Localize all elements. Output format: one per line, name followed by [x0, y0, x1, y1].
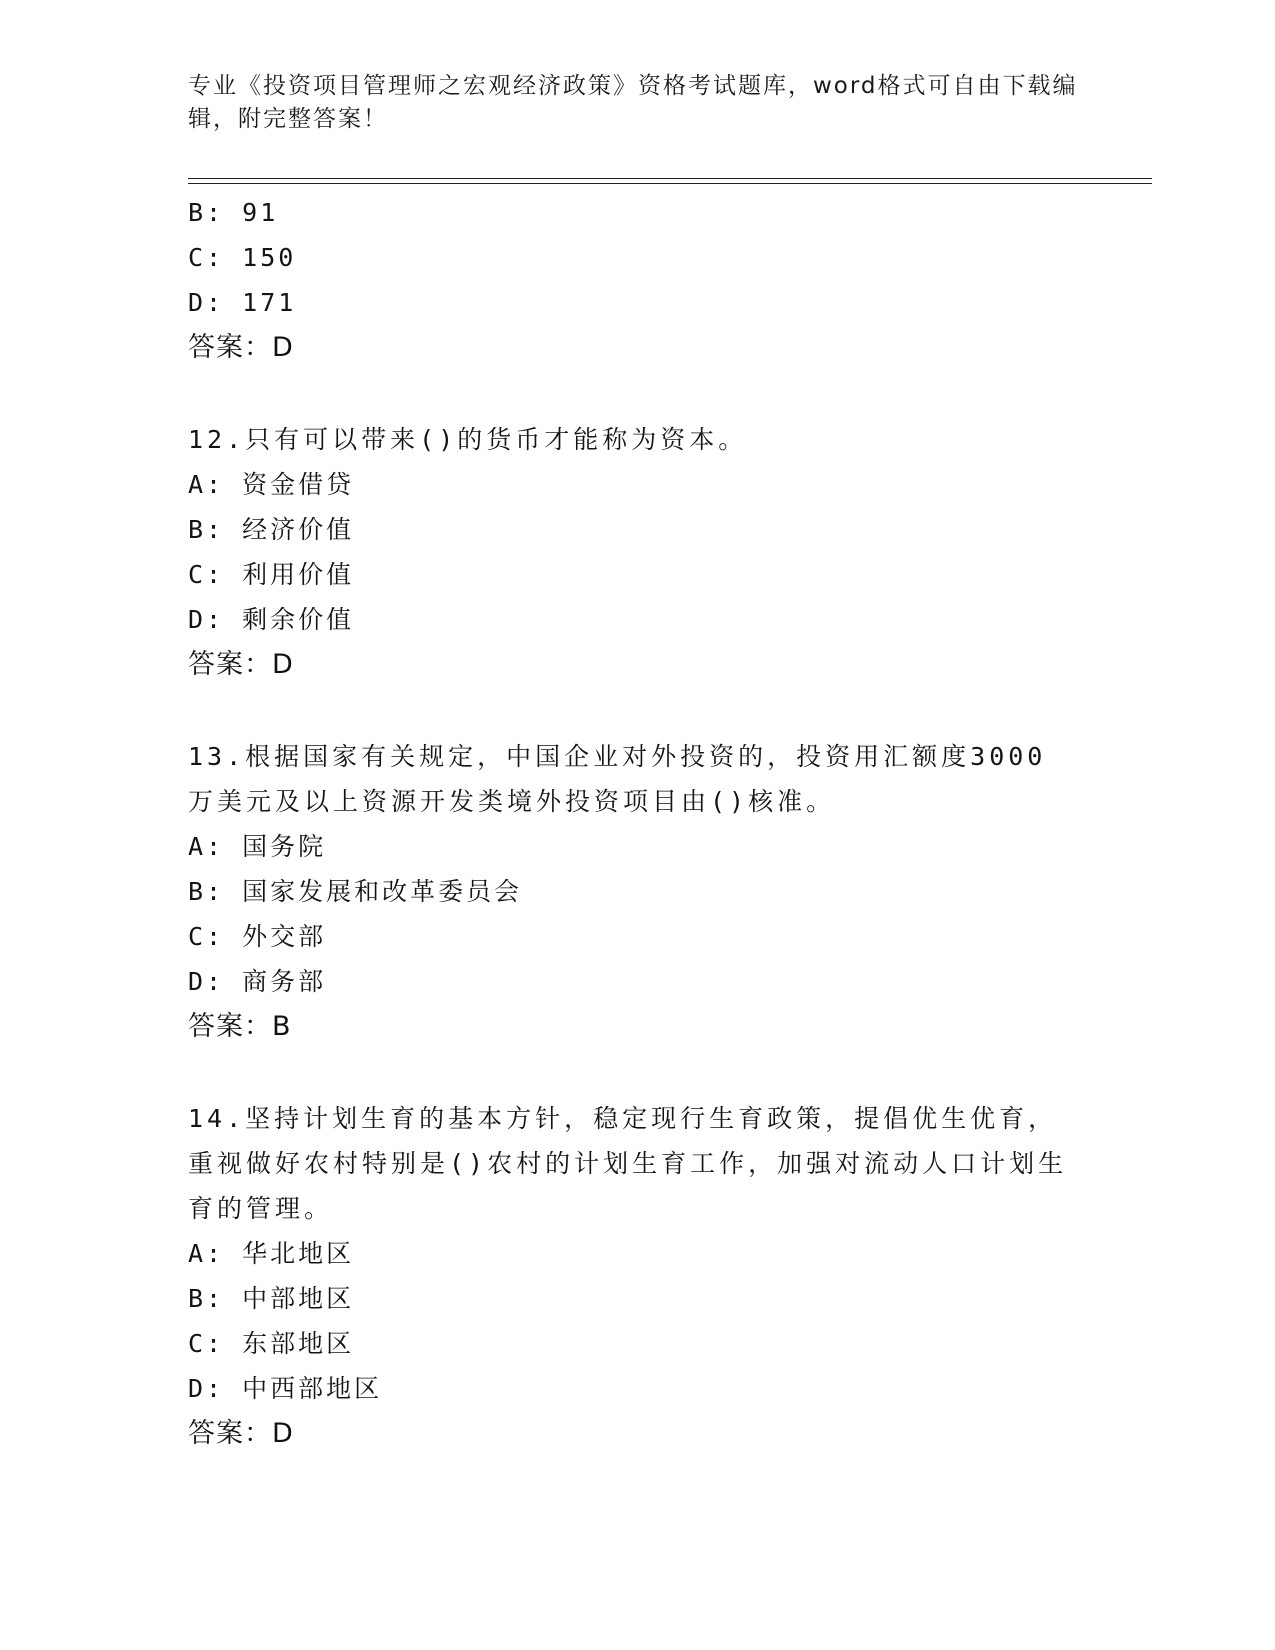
- option-c: C: 东部地区: [188, 1329, 355, 1358]
- option-d: D: 剩余价值: [188, 605, 355, 634]
- answer: 答案：D: [188, 649, 294, 680]
- question-text: 13.根据国家有关规定，中国企业对外投资的，投资用汇额度3000万美元及以上资源开发类境外投资项目由()核准。: [188, 742, 1047, 816]
- question-14: [188, 1096, 1088, 1456]
- option-b: B: 经济价值: [188, 515, 355, 544]
- header-rule-top: [188, 178, 1152, 179]
- option-a: A: 国务院: [188, 832, 327, 861]
- option-b: B: 中部地区: [188, 1284, 355, 1313]
- option-d: D: 171: [188, 288, 297, 317]
- option-c: C: 利用价值: [188, 560, 355, 589]
- question-text: 12.只有可以带来()的货币才能称为资本。: [188, 425, 748, 454]
- option-b: B: 国家发展和改革委员会: [188, 877, 523, 906]
- question-text: 14.坚持计划生育的基本方针，稳定现行生育政策，提倡优生优育，重视做好农村特别是()农村的计划生育工作，加强对流动人口计划生育的管理。: [188, 1104, 1068, 1223]
- option-a: A: 华北地区: [188, 1239, 355, 1268]
- document-header: 专业《投资项目管理师之宏观经济政策》资格考试题库，word格式可自由下载编辑，附完整答案！: [188, 73, 1078, 132]
- option-b: B: 91: [188, 198, 279, 227]
- option-c: C: 150: [188, 243, 297, 272]
- question-list: [188, 190, 1088, 1456]
- option-c: C: 外交部: [188, 922, 327, 951]
- header-rule-bottom: [188, 183, 1152, 184]
- question-13: [188, 734, 1088, 1049]
- option-a: A: 资金借贷: [188, 470, 355, 499]
- option-d: D: 中西部地区: [188, 1374, 383, 1403]
- answer: 答案：B: [188, 1011, 292, 1042]
- answer: 答案：D: [188, 1418, 294, 1449]
- option-d: D: 商务部: [188, 967, 327, 996]
- partial-question: [188, 190, 1088, 370]
- answer: 答案：D: [188, 332, 294, 363]
- question-12: [188, 417, 1088, 687]
